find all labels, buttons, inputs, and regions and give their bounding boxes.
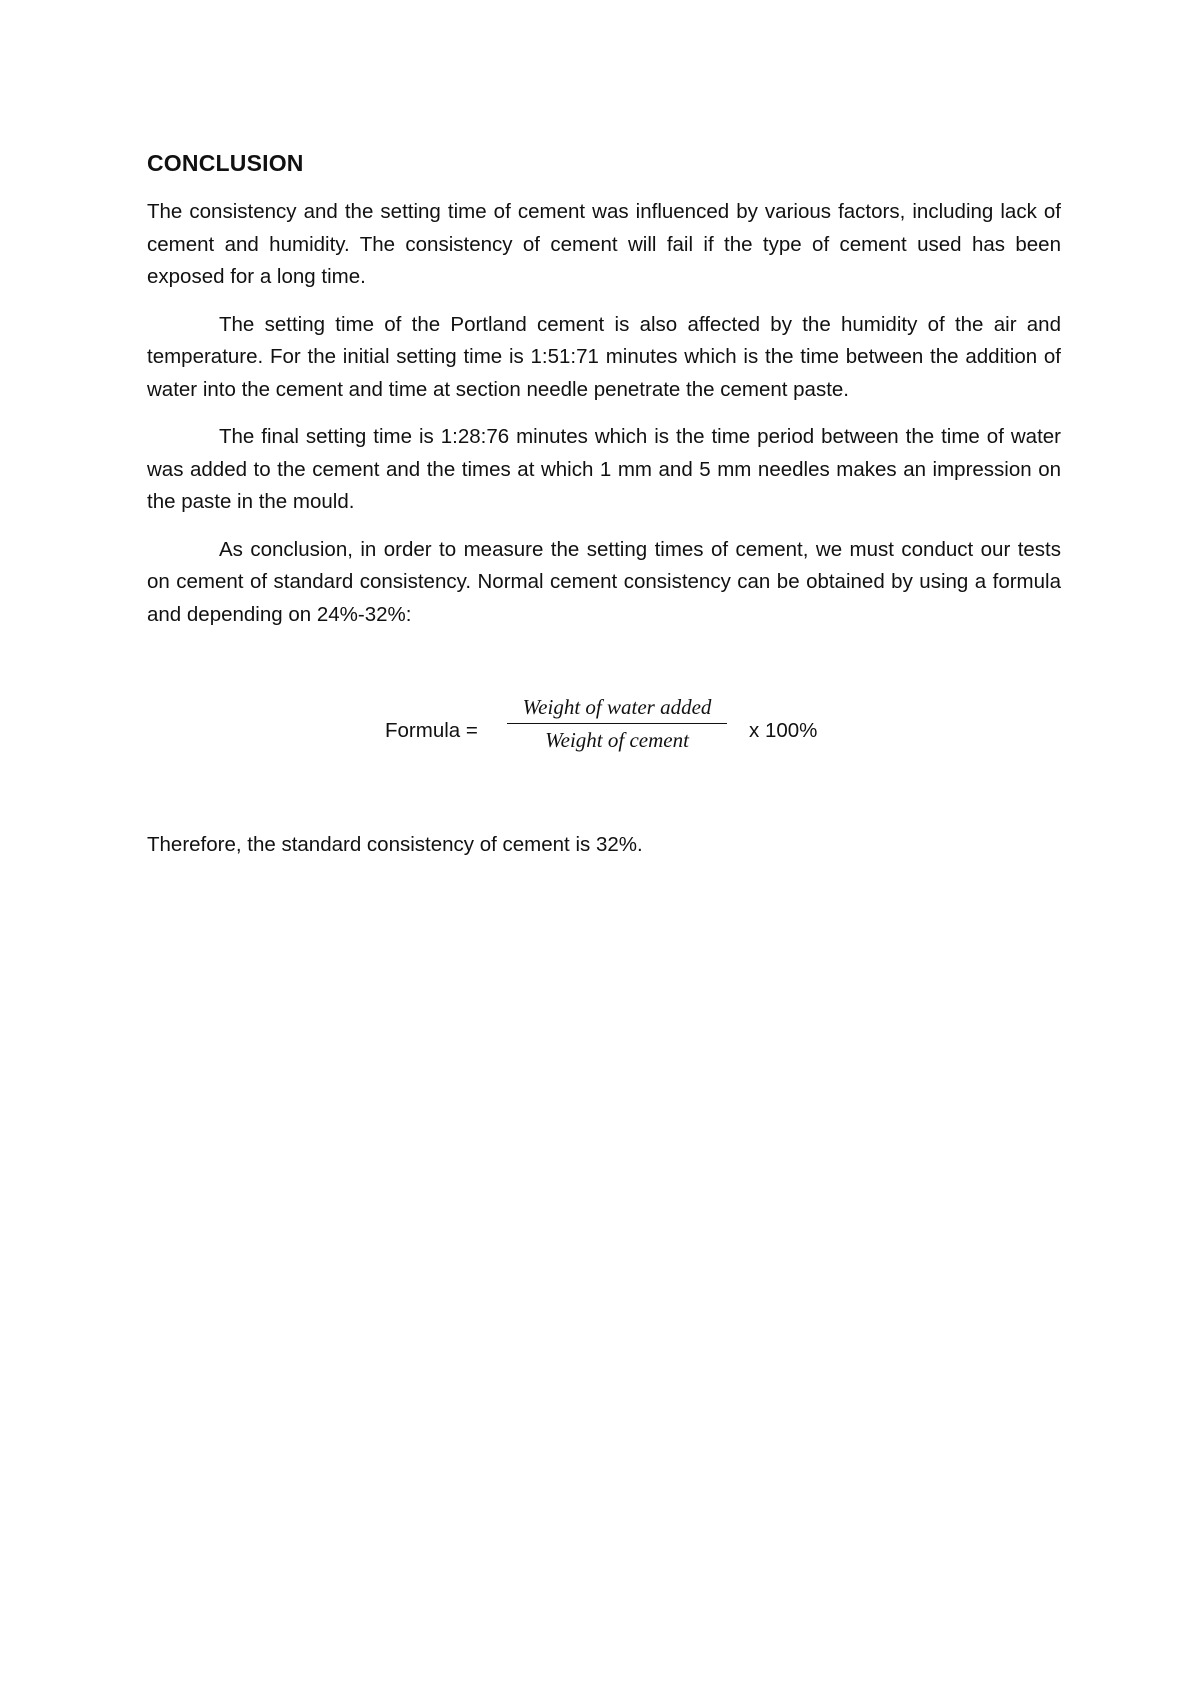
formula: [147, 693, 1061, 773]
paragraph-final-setting-time: The final setting time is 1:28:76 minutes which is the time period between the time of water was added to the cement and the times at which 1 mm and 5 mm needles makes an impression on the paste in the mould.: [147, 425, 1061, 513]
paragraph-consistency-factors: The consistency and the setting time of cement was influenced by various factors, including lack of cement and humidity. The consistency of cement will fail if the type of cement used has been exposed for a long time.: [147, 200, 1061, 288]
paragraph-initial-setting-time: The setting time of the Portland cement is also affected by the humidity of the air and temperature. For the initial setting time is 1:51:71 minutes which is the time between the addition of water into the cement and time at section needle penetrate the cement paste.: [147, 312, 1061, 401]
final-statement: Therefore, the standard consistency of cement is 32%.: [147, 833, 643, 856]
formula-fraction: [507, 693, 727, 754]
paragraph-conclusion: As conclusion, in order to measure the setting times of cement, we must conduct our tests on cement of standard consistency. Normal cement consistency can be obtained by using a formula and depending on 24%-32%:: [147, 537, 1061, 626]
formula-multiplier: x 100%: [749, 719, 818, 742]
formula-numerator: Weight of water added: [507, 693, 727, 724]
formula-label: Formula =: [385, 719, 478, 742]
document-body: [147, 148, 1061, 861]
formula-denominator: Weight of cement: [545, 728, 689, 752]
section-heading: CONCLUSION: [147, 150, 304, 176]
